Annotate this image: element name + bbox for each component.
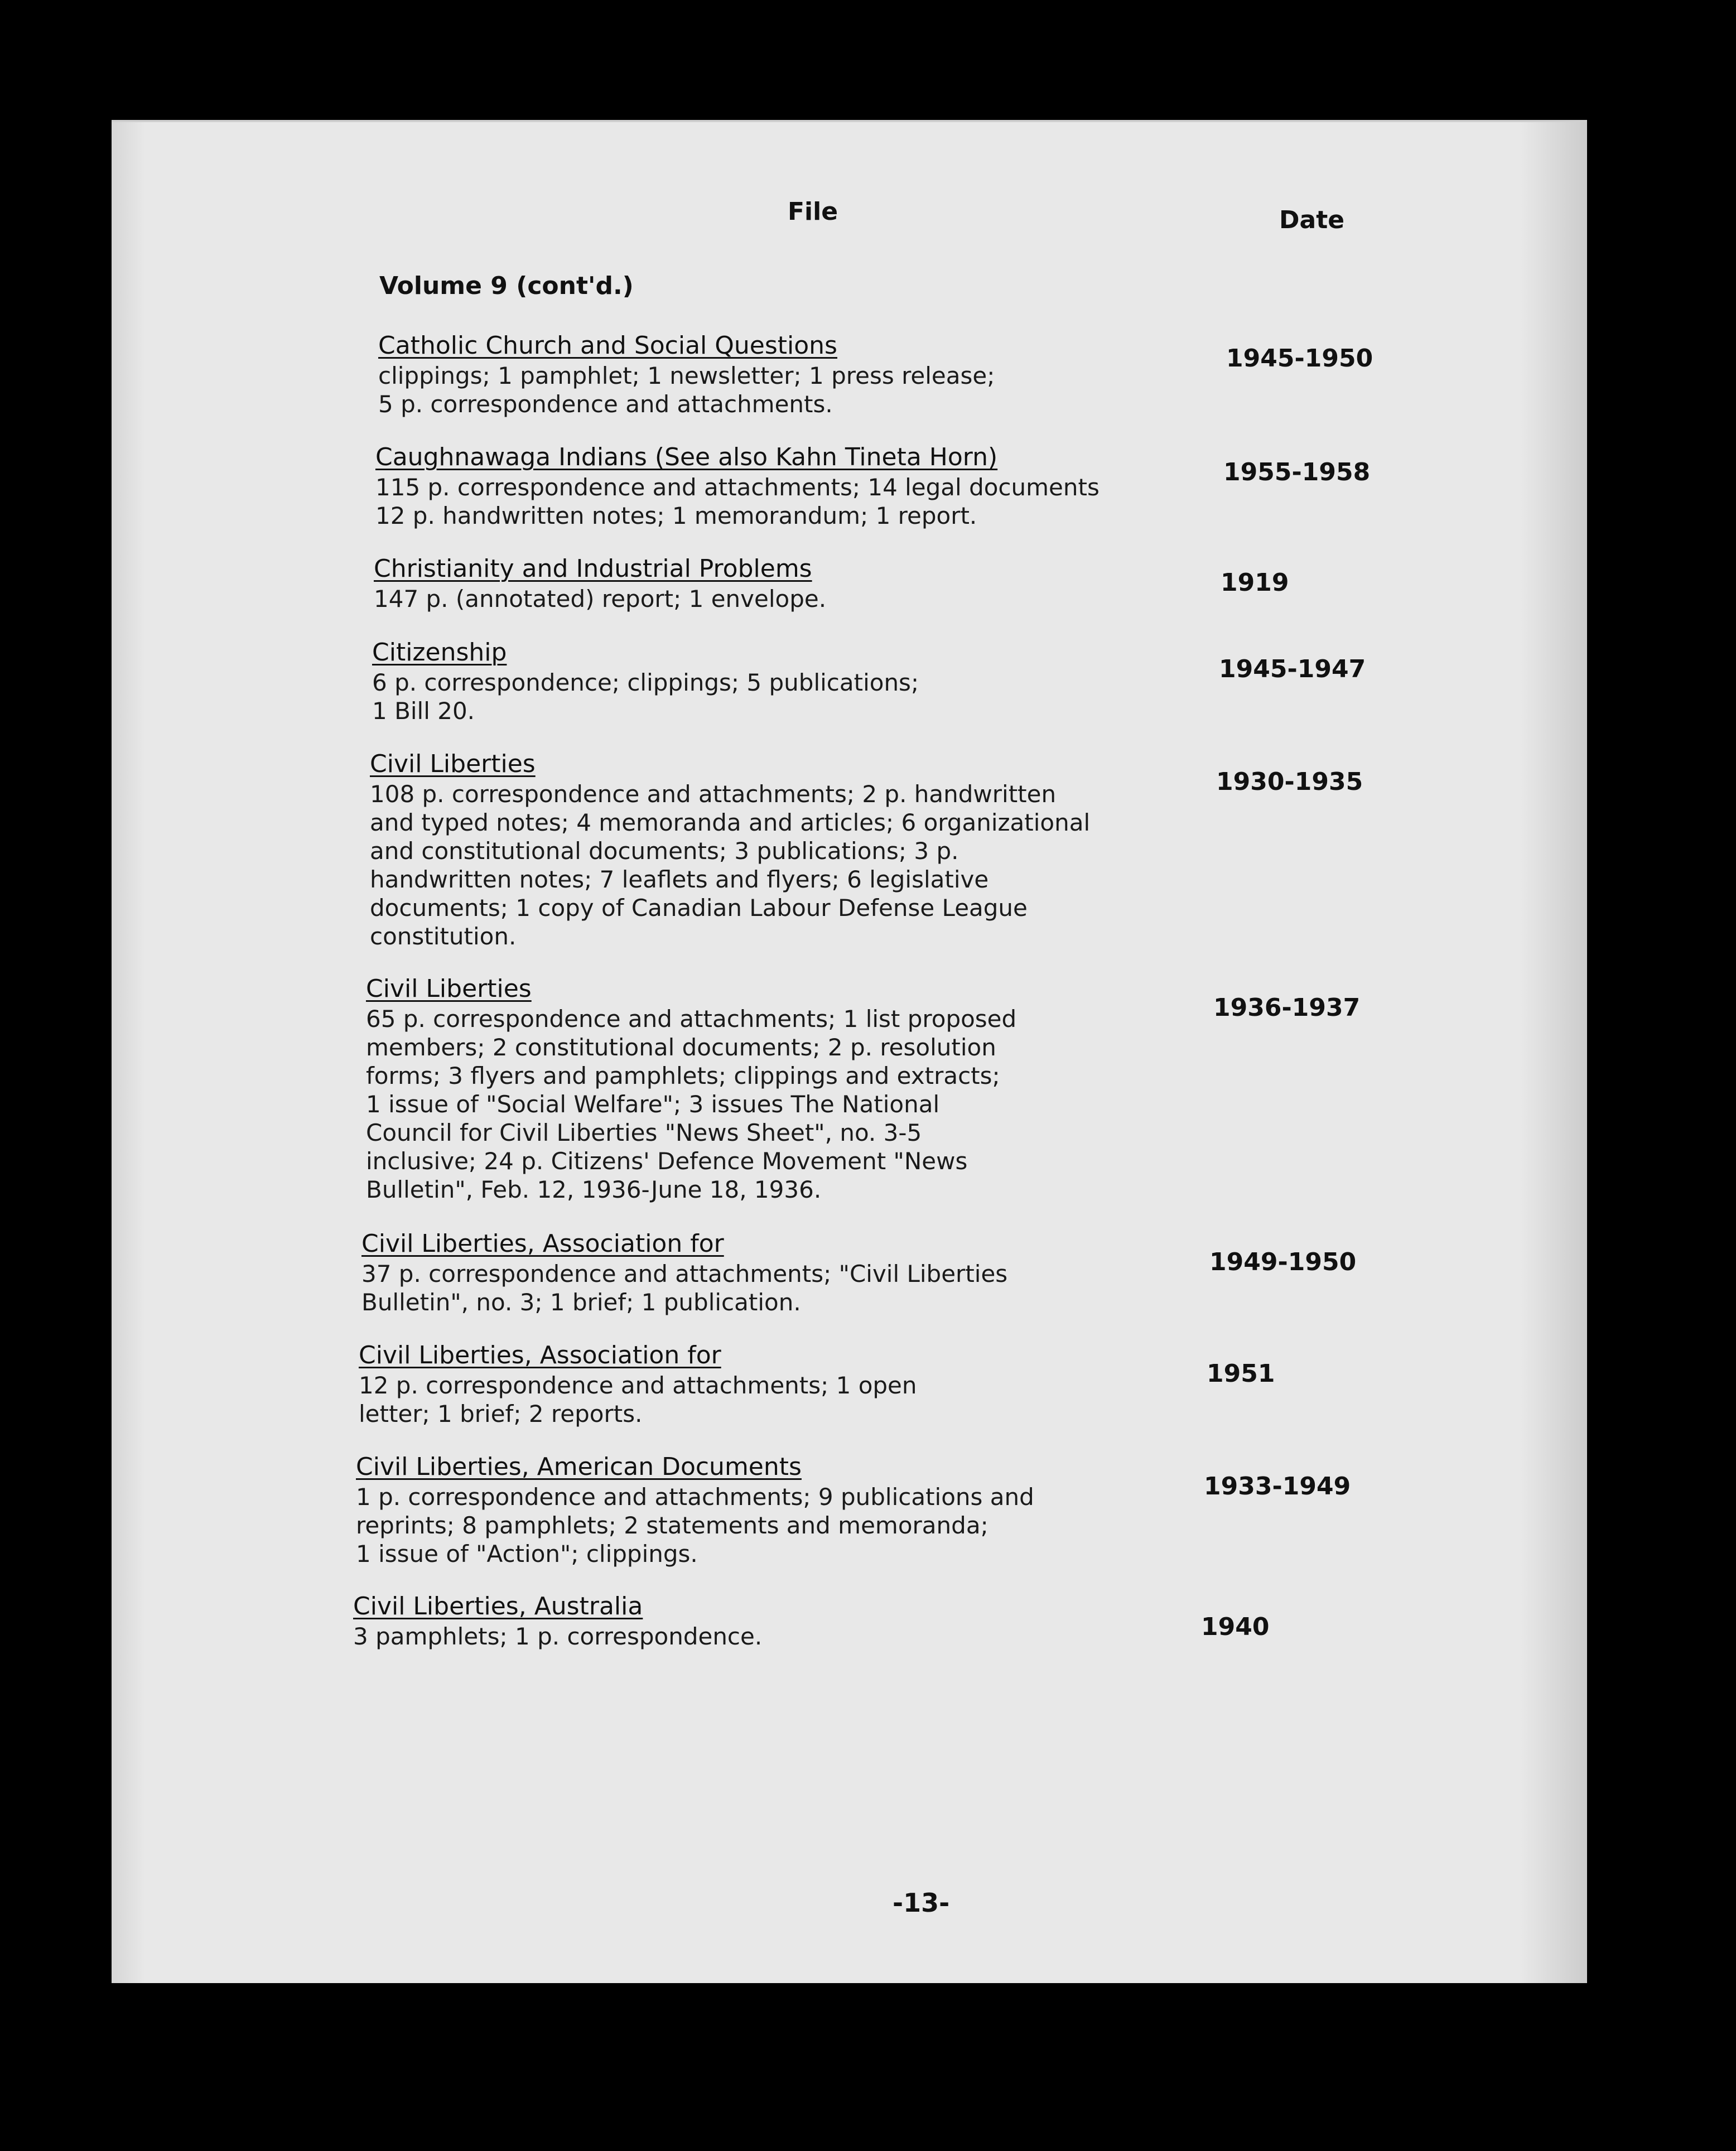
column-header-file: File: [788, 197, 838, 226]
entry-date: 1955-1958: [1223, 458, 1371, 486]
entry-title: Civil Liberties, Association for: [359, 1341, 721, 1369]
entry-description: 12 p. correspondence and attachments; 1 open letter; 1 brief; 2 reports.: [359, 1372, 917, 1427]
entry-title: Caughnawaga Indians (See also Kahn Tineta Horn): [375, 443, 998, 471]
entry-description: 147 p. (annotated) report; 1 envelope.: [374, 585, 827, 612]
file-entry: [361, 1229, 1142, 1316]
file-entry: [353, 1592, 1134, 1651]
entry-title: Citizenship: [372, 638, 507, 667]
entry-title: Civil Liberties, Association for: [361, 1229, 724, 1258]
entry-date: 1951: [1207, 1359, 1275, 1388]
file-entry: [378, 331, 1159, 418]
entry-title: Civil Liberties: [366, 975, 532, 1003]
entry-date: 1933-1949: [1204, 1472, 1351, 1501]
entry-title: Catholic Church and Social Questions: [378, 331, 837, 360]
entry-date: 1936-1937: [1213, 993, 1361, 1022]
entry-date: 1949-1950: [1209, 1248, 1357, 1276]
page-edge-shadow-left: [112, 122, 145, 1983]
page-edge-shadow-right: [1520, 122, 1587, 1983]
entry-description: 115 p. correspondence and attachments; 14 legal documents 12 p. handwritten notes; 1 memorandum; 1 report.: [375, 474, 1100, 529]
entry-description: clippings; 1 pamphlet; 1 newsletter; 1 press release; 5 p. correspondence and attachments.: [378, 362, 995, 418]
entry-description: 37 p. correspondence and attachments; "Civil Liberties Bulletin", no. 3; 1 brief; 1 publication.: [361, 1260, 1008, 1316]
file-entry: [372, 638, 1153, 725]
entry-date: 1930-1935: [1216, 768, 1363, 796]
file-entry: [366, 975, 1147, 1204]
entry-title: Civil Liberties: [370, 750, 536, 778]
file-entry: [370, 750, 1151, 951]
file-entry: [375, 443, 1156, 530]
entry-date: 1945-1947: [1219, 655, 1366, 683]
volume-heading: Volume 9 (cont'd.): [379, 272, 634, 300]
column-header-date: Date: [1279, 206, 1345, 234]
entry-description: 65 p. correspondence and attachments; 1 list proposed members; 2 constitutional documents; 2 p. resolution forms; 3 flyers and pamphlets; clippings and extracts; 1 issue of "Social Welfare"; 3 issues The National Council for Civil Liberties "News Sheet", no. 3-5 inclusive; 24 p. Citizens' Defence Movement "News Bulletin", Feb. 12, 1936-June 18, 1936.: [366, 1005, 1017, 1203]
entry-description: 1 p. correspondence and attachments; 9 publications and reprints; 8 pamphlets; 2 statements and memoranda; 1 issue of "Action"; clippings.: [356, 1483, 1034, 1568]
entry-title: Civil Liberties, American Documents: [356, 1453, 802, 1481]
entry-date: 1919: [1221, 568, 1289, 597]
entry-title: Civil Liberties, Australia: [353, 1592, 643, 1621]
file-entry: [356, 1453, 1137, 1568]
entry-description: 108 p. correspondence and attachments; 2 p. handwritten and typed notes; 4 memoranda and articles; 6 organizational and constitutional documents; 3 publications; 3 p. handwritten notes; 7 leaflets and flyers; 6 legislative documents; 1 copy of Canadian Labour Defense League constitution.: [370, 780, 1091, 950]
entry-description: 6 p. correspondence; clippings; 5 publications; 1 Bill 20.: [372, 669, 919, 725]
page-number: -13-: [893, 1888, 950, 1918]
entry-date: 1945-1950: [1226, 344, 1373, 373]
file-entry: [374, 554, 1155, 613]
entry-date: 1940: [1201, 1613, 1270, 1641]
document-page: [112, 120, 1587, 1983]
entry-description: 3 pamphlets; 1 p. correspondence.: [353, 1623, 763, 1650]
entry-title: Christianity and Industrial Problems: [374, 554, 812, 583]
file-entry: [359, 1341, 1140, 1428]
